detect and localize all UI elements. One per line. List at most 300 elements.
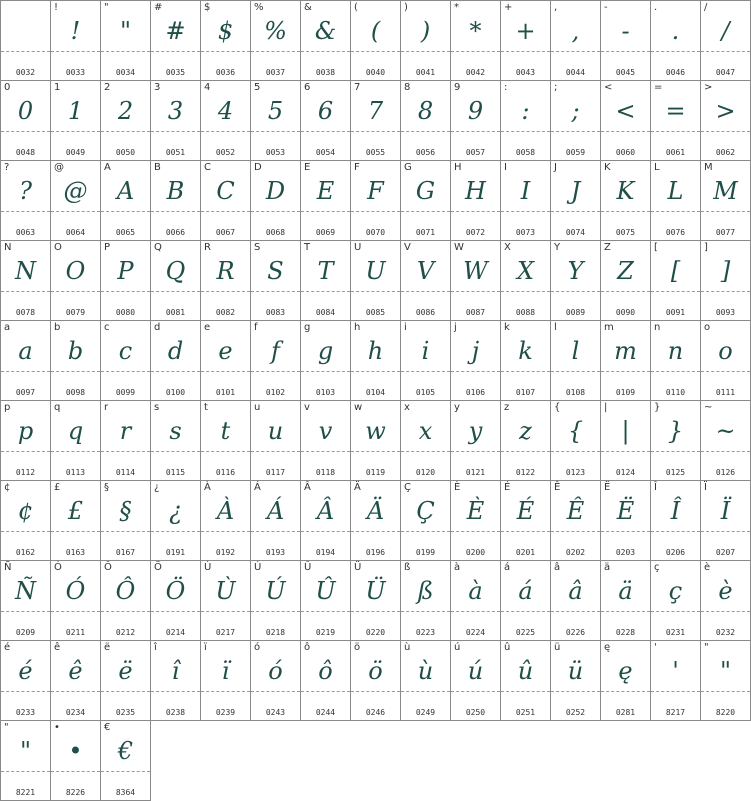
- glyph-code: 0110: [665, 388, 686, 397]
- glyph-cell: [701, 481, 751, 561]
- glyph-cell: [701, 1, 751, 81]
- baseline-divider: [351, 131, 400, 132]
- glyph-code: 0073: [515, 228, 536, 237]
- glyph-sample: Ñ: [15, 577, 36, 605]
- glyph-code: 0049: [65, 148, 86, 157]
- baseline-divider: [551, 531, 600, 532]
- glyph-sample: 3: [167, 97, 184, 125]
- baseline-divider: [1, 531, 50, 532]
- baseline-divider: [201, 211, 250, 212]
- glyph-sample: |: [621, 417, 630, 445]
- glyph-code: 0060: [615, 148, 636, 157]
- glyph-label: 7: [354, 82, 361, 93]
- glyph-label: à: [454, 562, 461, 573]
- glyph-cell: [301, 481, 351, 561]
- glyph-cell: [151, 321, 201, 401]
- baseline-divider: [101, 291, 150, 292]
- glyph-label: Ë: [604, 482, 611, 493]
- glyph-cell: [701, 241, 751, 321]
- glyph-code: 0232: [715, 628, 736, 637]
- glyph-sample: Ö: [165, 577, 186, 605]
- glyph-cell: [301, 81, 351, 161]
- glyph-label: w: [354, 402, 363, 413]
- glyph-sample: ?: [19, 177, 32, 205]
- baseline-divider: [551, 371, 600, 372]
- glyph-code: 0108: [565, 388, 586, 397]
- glyph-label: I: [504, 162, 507, 173]
- glyph-code: 0162: [15, 548, 36, 557]
- glyph-label: u: [254, 402, 261, 413]
- baseline-divider: [501, 531, 550, 532]
- glyph-label: Z: [604, 242, 611, 253]
- glyph-code: 0057: [465, 148, 486, 157]
- baseline-divider: [601, 691, 650, 692]
- glyph-sample: 9: [467, 97, 484, 125]
- glyph-cell: [401, 241, 451, 321]
- glyph-code: 0218: [265, 628, 286, 637]
- baseline-divider: [51, 51, 100, 52]
- glyph-code: 0091: [665, 308, 686, 317]
- glyph-label: É: [504, 482, 511, 493]
- baseline-divider: [301, 291, 350, 292]
- glyph-label: h: [354, 322, 361, 333]
- glyph-code: 0126: [715, 468, 736, 477]
- glyph-sample: W: [463, 257, 488, 285]
- glyph-cell: [601, 321, 651, 401]
- glyph-label: Ù: [204, 562, 212, 573]
- glyph-label: €: [104, 722, 111, 733]
- baseline-divider: [301, 611, 350, 612]
- glyph-code: 0038: [315, 68, 336, 77]
- glyph-sample: (: [370, 17, 381, 45]
- glyph-cell: [451, 481, 501, 561]
- baseline-divider: [51, 371, 100, 372]
- glyph-code: 0055: [365, 148, 386, 157]
- baseline-divider: [51, 131, 100, 132]
- glyph-code: 0078: [15, 308, 36, 317]
- glyph-sample: 6: [317, 97, 334, 125]
- glyph-sample: Ç: [416, 497, 435, 525]
- glyph-label: T: [304, 242, 311, 253]
- glyph-code: 0036: [215, 68, 236, 77]
- glyph-label: g: [304, 322, 311, 333]
- glyph-sample: t: [220, 417, 231, 445]
- glyph-sample: #: [165, 17, 186, 45]
- baseline-divider: [151, 611, 200, 612]
- baseline-divider: [701, 51, 750, 52]
- glyph-cell: [551, 321, 601, 401]
- glyph-code: 0226: [565, 628, 586, 637]
- glyph-code: 0099: [115, 388, 136, 397]
- glyph-label: ': [654, 642, 657, 653]
- glyph-sample: ú: [467, 657, 484, 685]
- glyph-code: 0109: [615, 388, 636, 397]
- glyph-cell: [701, 401, 751, 481]
- glyph-label: n: [654, 322, 661, 333]
- glyph-label: @: [54, 162, 64, 173]
- glyph-cell: [701, 161, 751, 241]
- glyph-label: :: [504, 82, 508, 93]
- glyph-code: 0083: [265, 308, 286, 317]
- glyph-label: q: [54, 402, 61, 413]
- glyph-sample: 5: [267, 97, 284, 125]
- glyph-code: 0125: [665, 468, 686, 477]
- glyph-sample: g: [317, 337, 334, 365]
- baseline-divider: [101, 131, 150, 132]
- glyph-sample: ß: [417, 577, 434, 605]
- glyph-sample: ,: [571, 17, 580, 45]
- baseline-divider: [501, 211, 550, 212]
- glyph-cell: [51, 1, 101, 81]
- glyph-cell: [51, 561, 101, 641]
- baseline-divider: [401, 611, 450, 612]
- glyph-sample: Ï: [720, 497, 731, 525]
- glyph-label: B: [154, 162, 161, 173]
- glyph-code: 0124: [615, 468, 636, 477]
- baseline-divider: [401, 451, 450, 452]
- glyph-cell: [451, 81, 501, 161]
- glyph-cell: [201, 321, 251, 401]
- glyph-sample: P: [117, 257, 134, 285]
- glyph-sample: Ó: [65, 577, 86, 605]
- glyph-sample: >: [715, 97, 736, 125]
- glyph-cell: [51, 161, 101, 241]
- baseline-divider: [151, 211, 200, 212]
- glyph-label: 1: [54, 82, 61, 93]
- glyph-label: ": [104, 2, 109, 13]
- glyph-label: l: [554, 322, 557, 333]
- glyph-sample: m: [614, 337, 637, 365]
- glyph-sample: :: [521, 97, 530, 125]
- glyph-code: 0067: [215, 228, 236, 237]
- glyph-sample: Ú: [265, 577, 286, 605]
- glyph-label: *: [454, 2, 459, 13]
- baseline-divider: [51, 771, 100, 772]
- glyph-cell: [651, 161, 701, 241]
- baseline-divider: [1, 291, 50, 292]
- glyph-label: 0: [4, 82, 11, 93]
- baseline-divider: [651, 691, 700, 692]
- glyph-cell: [651, 401, 701, 481]
- glyph-label: F: [354, 162, 360, 173]
- glyph-cell: [651, 241, 701, 321]
- baseline-divider: [601, 531, 650, 532]
- glyph-cell: [101, 721, 151, 801]
- glyph-sample: À: [216, 497, 235, 525]
- baseline-divider: [1, 451, 50, 452]
- glyph-code: 8220: [715, 708, 736, 717]
- baseline-divider: [301, 451, 350, 452]
- glyph-sample: È: [466, 497, 485, 525]
- glyph-cell: [451, 641, 501, 721]
- glyph-sample: n: [667, 337, 684, 365]
- baseline-divider: [401, 211, 450, 212]
- glyph-cell: [501, 641, 551, 721]
- baseline-divider: [201, 691, 250, 692]
- baseline-divider: [601, 371, 650, 372]
- baseline-divider: [701, 291, 750, 292]
- glyph-cell: [201, 481, 251, 561]
- glyph-code: 0251: [515, 708, 536, 717]
- glyph-code: 0252: [565, 708, 586, 717]
- glyph-code: 0098: [65, 388, 86, 397]
- glyph-cell: [151, 641, 201, 721]
- baseline-divider: [201, 131, 250, 132]
- glyph-cell: [201, 401, 251, 481]
- glyph-label: C: [204, 162, 211, 173]
- glyph-cell: [301, 1, 351, 81]
- glyph-cell: [501, 321, 551, 401]
- baseline-divider: [551, 51, 600, 52]
- glyph-cell: [1, 401, 51, 481]
- glyph-sample: N: [15, 257, 36, 285]
- glyph-cell: [451, 321, 501, 401]
- glyph-code: 0103: [315, 388, 336, 397]
- glyph-code: 0115: [165, 468, 186, 477]
- glyph-sample: É: [516, 497, 535, 525]
- baseline-divider: [351, 531, 400, 532]
- glyph-code: 0117: [265, 468, 286, 477]
- baseline-divider: [1, 131, 50, 132]
- glyph-label: z: [504, 402, 510, 413]
- glyph-code: 0105: [415, 388, 436, 397]
- glyph-label: £: [54, 482, 61, 493]
- glyph-code: 0054: [315, 148, 336, 157]
- baseline-divider: [101, 451, 150, 452]
- glyph-sample: L: [667, 177, 684, 205]
- glyph-code: 0046: [665, 68, 686, 77]
- baseline-divider: [451, 211, 500, 212]
- glyph-code: 0194: [315, 548, 336, 557]
- glyph-cell: [451, 1, 501, 81]
- glyph-label: R: [204, 242, 211, 253]
- glyph-sample: Ü: [365, 577, 386, 605]
- glyph-cell: [1, 1, 51, 81]
- glyph-code: 0163: [65, 548, 86, 557]
- glyph-cell: [301, 241, 351, 321]
- glyph-code: 0048: [15, 148, 36, 157]
- glyph-cell: [1, 641, 51, 721]
- glyph-cell: [51, 241, 101, 321]
- glyph-cell: [401, 641, 451, 721]
- baseline-divider: [51, 211, 100, 212]
- baseline-divider: [651, 371, 700, 372]
- baseline-divider: [251, 371, 300, 372]
- glyph-cell: [101, 561, 151, 641]
- glyph-code: 0122: [515, 468, 536, 477]
- glyph-cell: [651, 321, 701, 401]
- glyph-code: 0113: [65, 468, 86, 477]
- glyph-cell: [551, 401, 601, 481]
- baseline-divider: [501, 51, 550, 52]
- glyph-code: 0064: [65, 228, 86, 237]
- glyph-label: e: [204, 322, 211, 333]
- glyph-cell: [601, 161, 651, 241]
- glyph-sample: 8: [417, 97, 434, 125]
- glyph-code: 0061: [665, 148, 686, 157]
- glyph-sample: ): [420, 17, 431, 45]
- glyph-cell: [1, 481, 51, 561]
- glyph-label: î: [154, 642, 157, 653]
- glyph-sample: -: [621, 17, 630, 45]
- baseline-divider: [101, 611, 150, 612]
- glyph-code: 0112: [15, 468, 36, 477]
- baseline-divider: [351, 611, 400, 612]
- glyph-cell: [201, 81, 251, 161]
- baseline-divider: [251, 51, 300, 52]
- glyph-sample: ô: [318, 657, 333, 685]
- glyph-sample: O: [65, 257, 86, 285]
- glyph-sample: k: [518, 337, 533, 365]
- glyph-sample: u: [267, 417, 284, 445]
- glyph-cell: [251, 81, 301, 161]
- baseline-divider: [401, 291, 450, 292]
- glyph-label: X: [504, 242, 511, 253]
- glyph-code: 0089: [565, 308, 586, 317]
- baseline-divider: [101, 531, 150, 532]
- glyph-code: 0066: [165, 228, 186, 237]
- glyph-sample: ü: [567, 657, 584, 685]
- baseline-divider: [451, 451, 500, 452]
- glyph-sample: E: [316, 177, 335, 205]
- baseline-divider: [701, 691, 750, 692]
- glyph-code: 0114: [115, 468, 136, 477]
- glyph-label: $: [204, 2, 211, 13]
- baseline-divider: [551, 611, 600, 612]
- glyph-sample: A: [116, 177, 135, 205]
- glyph-label: .: [654, 2, 658, 13]
- baseline-divider: [351, 291, 400, 292]
- baseline-divider: [301, 371, 350, 372]
- glyph-code: 0217: [215, 628, 236, 637]
- glyph-code: 8364: [115, 788, 136, 797]
- glyph-label: 3: [154, 82, 161, 93]
- glyph-sample: c: [118, 337, 133, 365]
- glyph-sample: +: [515, 17, 536, 45]
- glyph-cell: [601, 481, 651, 561]
- glyph-label: m: [604, 322, 614, 333]
- glyph-cell: [401, 161, 451, 241]
- glyph-cell: [551, 241, 601, 321]
- baseline-divider: [251, 291, 300, 292]
- glyph-sample: á: [518, 577, 533, 605]
- baseline-divider: [201, 291, 250, 292]
- glyph-sample: £: [67, 497, 84, 525]
- baseline-divider: [651, 131, 700, 132]
- glyph-code: 0231: [665, 628, 686, 637]
- glyph-code: 0044: [565, 68, 586, 77]
- glyph-cell: [601, 401, 651, 481]
- glyph-label: c: [104, 322, 110, 333]
- glyph-code: 0200: [465, 548, 486, 557]
- glyph-cell: [1, 721, 51, 801]
- glyph-label: Ó: [54, 562, 62, 573]
- glyph-label: o: [704, 322, 711, 333]
- baseline-divider: [251, 611, 300, 612]
- glyph-cell: [51, 321, 101, 401]
- glyph-sample: Â: [316, 497, 335, 525]
- glyph-sample: *: [469, 17, 482, 45]
- baseline-divider: [301, 51, 350, 52]
- glyph-cell: [401, 321, 451, 401]
- baseline-divider: [351, 51, 400, 52]
- glyph-sample: a: [18, 337, 33, 365]
- glyph-cell: [351, 641, 401, 721]
- glyph-cell: [151, 401, 201, 481]
- baseline-divider: [251, 691, 300, 692]
- glyph-sample: û: [517, 657, 534, 685]
- glyph-code: 0228: [615, 628, 636, 637]
- glyph-sample: ¿: [169, 497, 182, 525]
- glyph-code: 0239: [215, 708, 236, 717]
- glyph-code: 0074: [565, 228, 586, 237]
- glyph-cell: [101, 81, 151, 161]
- glyph-label: U: [354, 242, 362, 253]
- glyph-label: Ï: [704, 482, 707, 493]
- glyph-label: á: [504, 562, 511, 573]
- glyph-sample: ç: [668, 577, 683, 605]
- glyph-code: 0051: [165, 148, 186, 157]
- glyph-label: Ç: [404, 482, 411, 493]
- glyph-sample: D: [265, 177, 286, 205]
- glyph-sample: $: [217, 17, 234, 45]
- glyph-cell: [351, 161, 401, 241]
- glyph-cell: [151, 481, 201, 561]
- glyph-code: 0211: [65, 628, 86, 637]
- glyph-sample: x: [418, 417, 433, 445]
- glyph-label: §: [104, 482, 109, 493]
- glyph-cell: [351, 401, 401, 481]
- glyph-sample: 2: [117, 97, 134, 125]
- glyph-code: 0193: [265, 548, 286, 557]
- glyph-sample: J: [570, 177, 581, 205]
- baseline-divider: [101, 371, 150, 372]
- glyph-cell: [151, 1, 201, 81]
- glyph-code: 0063: [15, 228, 36, 237]
- baseline-divider: [351, 371, 400, 372]
- glyph-sample: •: [68, 737, 83, 765]
- glyph-sample: R: [216, 257, 235, 285]
- baseline-divider: [701, 611, 750, 612]
- glyph-label: L: [654, 162, 660, 173]
- baseline-divider: [1, 611, 50, 612]
- baseline-divider: [551, 691, 600, 692]
- baseline-divider: [251, 451, 300, 452]
- glyph-code: 0209: [15, 628, 36, 637]
- glyph-label: ç: [654, 562, 660, 573]
- glyph-cell: [101, 161, 151, 241]
- baseline-divider: [351, 691, 400, 692]
- glyph-cell: [101, 321, 151, 401]
- glyph-label: â: [554, 562, 561, 573]
- glyph-label: ê: [54, 642, 61, 653]
- glyph-sample: i: [421, 337, 430, 365]
- glyph-label: >: [704, 82, 713, 93]
- baseline-divider: [51, 531, 100, 532]
- glyph-cell: [251, 401, 301, 481]
- glyph-label: b: [54, 322, 61, 333]
- baseline-divider: [151, 531, 200, 532]
- glyph-cell: [301, 561, 351, 641]
- glyph-label: M: [704, 162, 713, 173]
- glyph-code: 0032: [15, 68, 36, 77]
- glyph-sample: ó: [268, 657, 283, 685]
- glyph-code: 0053: [265, 148, 286, 157]
- glyph-cell: [201, 161, 251, 241]
- baseline-divider: [451, 371, 500, 372]
- glyph-code: 0088: [515, 308, 536, 317]
- glyph-cell: [551, 81, 601, 161]
